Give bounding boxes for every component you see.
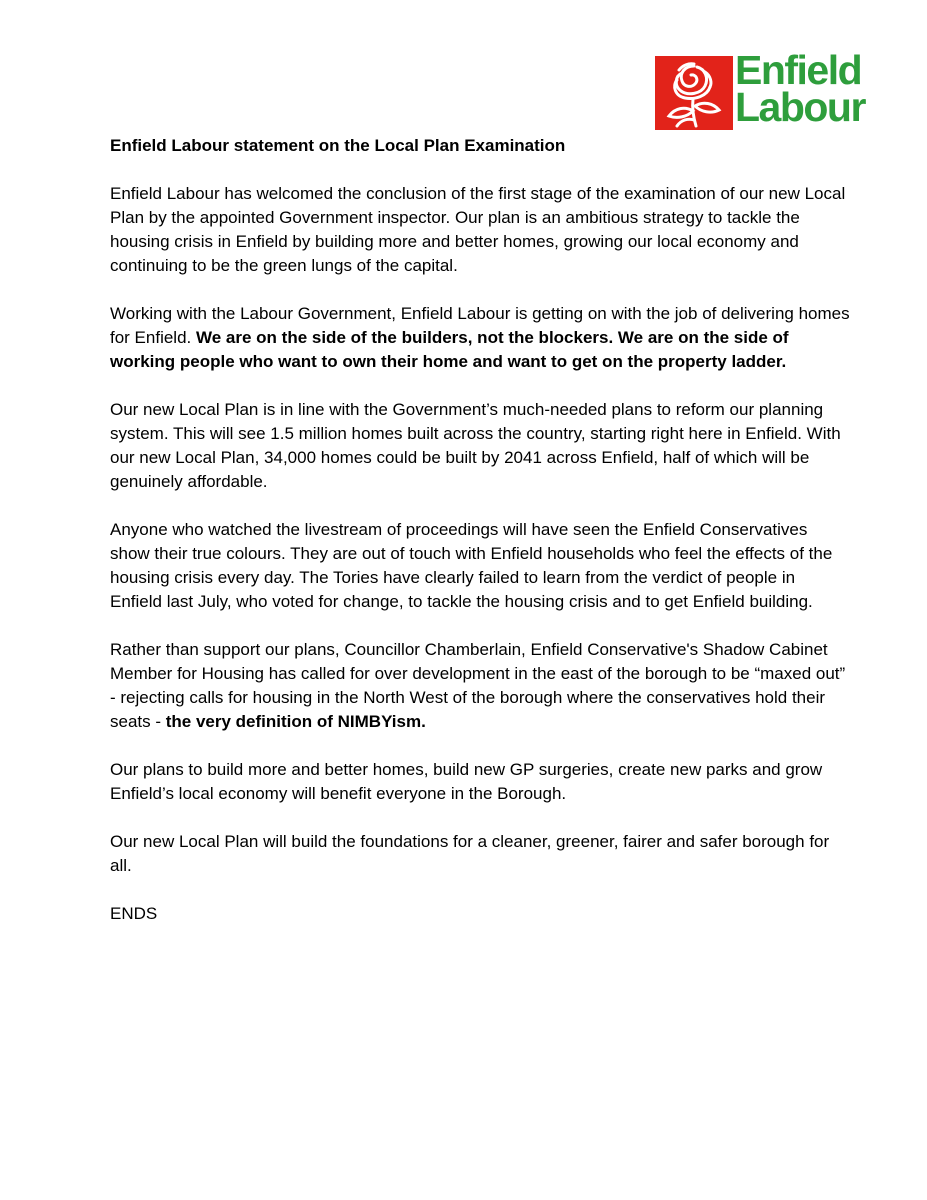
paragraph-5 bbox=[110, 638, 850, 734]
paragraph-2-bold: We are on the side of the builders, not the blockers. We are on the side of working people who want to own their home and want to get on the property ladder. bbox=[110, 328, 789, 371]
logo-line-enfield: Enfield bbox=[735, 47, 862, 93]
rose-icon bbox=[655, 56, 733, 130]
paragraph-6: Our plans to build more and better homes, build new GP surgeries, create new parks and grow Enfield’s local economy will benefit everyone in the Borough. bbox=[110, 760, 823, 803]
logo-wordmark bbox=[735, 47, 865, 130]
paragraph-7: Our new Local Plan will build the foundations for a cleaner, greener, fairer and safer borough for all. bbox=[110, 832, 830, 875]
enfield-labour-logo bbox=[655, 47, 877, 130]
paragraph-2-text: Working with the Labour Government, Enfield Labour is getting on with the job of delivering homes for Enfield. bbox=[110, 304, 850, 347]
statement-body bbox=[110, 134, 850, 950]
paragraph-3: Our new Local Plan is in line with the Government’s much-needed plans to reform our planning system. This will see 1.5 million homes built across the country, starting right here in Enfield. With our new Local Plan, 34,000 homes could be built by 2041 across Enfield, half of which will be genuinely affordable. bbox=[110, 400, 841, 491]
paragraph-4: Anyone who watched the livestream of proceedings will have seen the Enfield Conservatives show their true colours. They are out of touch with Enfield households who feel the effects of the housing crisis every day. The Tories have clearly failed to learn from the verdict of people in Enfield last July, who voted for change, to tackle the housing crisis and to get Enfield building. bbox=[110, 520, 833, 611]
paragraph-2 bbox=[110, 302, 850, 374]
paragraph-5-text: Rather than support our plans, Councillor Chamberlain, Enfield Conservative's Shadow Cabinet Member for Housing has called for over development in the east of the borough to be “maxed out” - rejecting calls for housing in the North West of the borough where the conservatives hold their seats - bbox=[110, 640, 846, 731]
statement-title: Enfield Labour statement on the Local Plan Examination bbox=[110, 136, 566, 155]
ends-marker: ENDS bbox=[110, 904, 158, 923]
paragraph-5-bold: the very definition of NIMBYism. bbox=[165, 712, 426, 731]
logo-line-labour: Labour bbox=[735, 84, 865, 130]
paragraph-1: Enfield Labour has welcomed the conclusion of the first stage of the examination of our new Local Plan by the appointed Government inspector. Our plan is an ambitious strategy to tackle the housing crisis in Enfield by building more and better homes, growing our local economy and continuing to be the green lungs of the capital. bbox=[110, 184, 846, 275]
